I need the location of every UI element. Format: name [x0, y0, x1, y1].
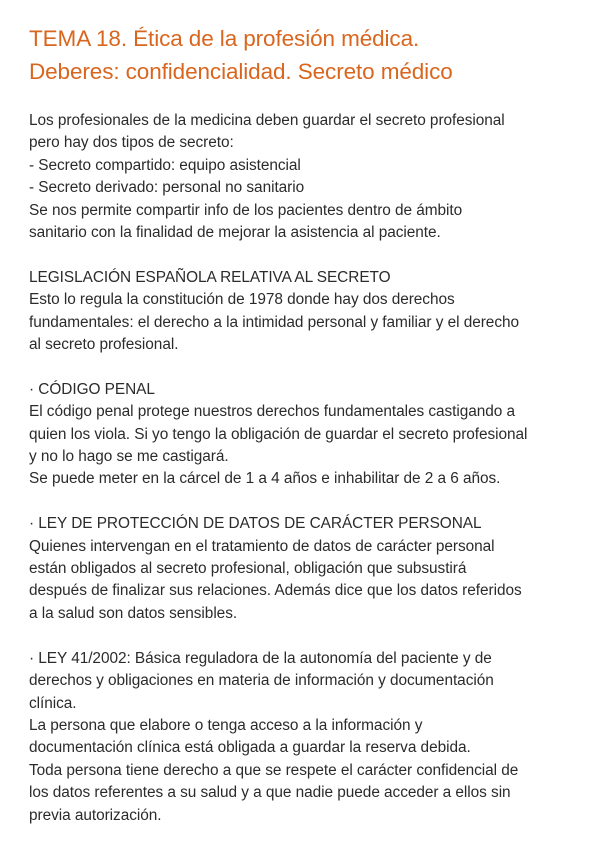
text-line: derechos y obligaciones en materia de información y documentación: [29, 672, 494, 690]
title-line-2: Deberes: confidencialidad. Secreto médico: [29, 59, 453, 84]
section-heading: LEGISLACIÓN ESPAÑOLA RELATIVA AL SECRETO: [29, 268, 391, 286]
text-line: - Secreto derivado: personal no sanitario: [29, 179, 305, 197]
text-line: previa autorización.: [29, 806, 162, 824]
text-line: Toda persona tiene derecho a que se respete el carácter confidencial de: [29, 761, 519, 779]
text-line: El código penal protege nuestros derechos fundamentales castigando a: [29, 403, 516, 421]
text-line: a la salud son datos sensibles.: [29, 604, 238, 622]
page-title: [29, 22, 574, 88]
text-line: La persona que elabore o tenga acceso a la información y: [29, 716, 423, 734]
section-heading: · CÓDIGO PENAL: [29, 380, 155, 398]
text-line: después de finalizar sus relaciones. Además dice que los datos referidos: [29, 582, 522, 600]
spacer: [29, 625, 574, 647]
text-line: Se nos permite compartir info de los pacientes dentro de ámbito: [29, 201, 463, 219]
proteccion-datos-section: [29, 513, 574, 625]
text-line: documentación clínica está obligada a guardar la reserva debida.: [29, 739, 471, 757]
text-line: al secreto profesional.: [29, 336, 179, 354]
ley-41-section: [29, 648, 574, 827]
spacer: [29, 491, 574, 513]
text-line: y no lo hago se me castigará.: [29, 448, 229, 466]
codigo-penal-section: [29, 379, 574, 491]
section-heading: · LEY DE PROTECCIÓN DE DATOS DE CARÁCTER PERSONAL: [29, 515, 482, 533]
spacer: [29, 244, 574, 266]
text-line: Esto lo regula la constitución de 1978 donde hay dos derechos: [29, 291, 455, 309]
intro-paragraph: [29, 110, 574, 244]
text-line: los datos referentes a su salud y a que nadie puede acceder a ellos sin: [29, 784, 511, 802]
text-line: sanitario con la finalidad de mejorar la asistencia al paciente.: [29, 224, 441, 242]
text-line: pero hay dos tipos de secreto:: [29, 134, 234, 152]
text-line: están obligados al secreto profesional, obligación que subsustirá: [29, 560, 467, 578]
text-line: Quienes intervengan en el tratamiento de datos de carácter personal: [29, 537, 495, 555]
title-line-1: TEMA 18. Ética de la profesión médica.: [29, 26, 420, 51]
legislacion-section: [29, 267, 574, 357]
text-line: Los profesionales de la medicina deben guardar el secreto profesional: [29, 112, 505, 129]
section-heading: · LEY 41/2002: Básica reguladora de la autonomía del paciente y de: [29, 649, 492, 667]
spacer: [29, 356, 574, 378]
text-line: clínica.: [29, 694, 77, 712]
text-line: fundamentales: el derecho a la intimidad personal y familiar y el derecho: [29, 313, 519, 331]
text-line: quien los viola. Si yo tengo la obligación de guardar el secreto profesional: [29, 425, 528, 443]
text-line: - Secreto compartido: equipo asistencial: [29, 156, 301, 174]
text-line: Se puede meter en la cárcel de 1 a 4 años e inhabilitar de 2 a 6 años.: [29, 470, 501, 488]
